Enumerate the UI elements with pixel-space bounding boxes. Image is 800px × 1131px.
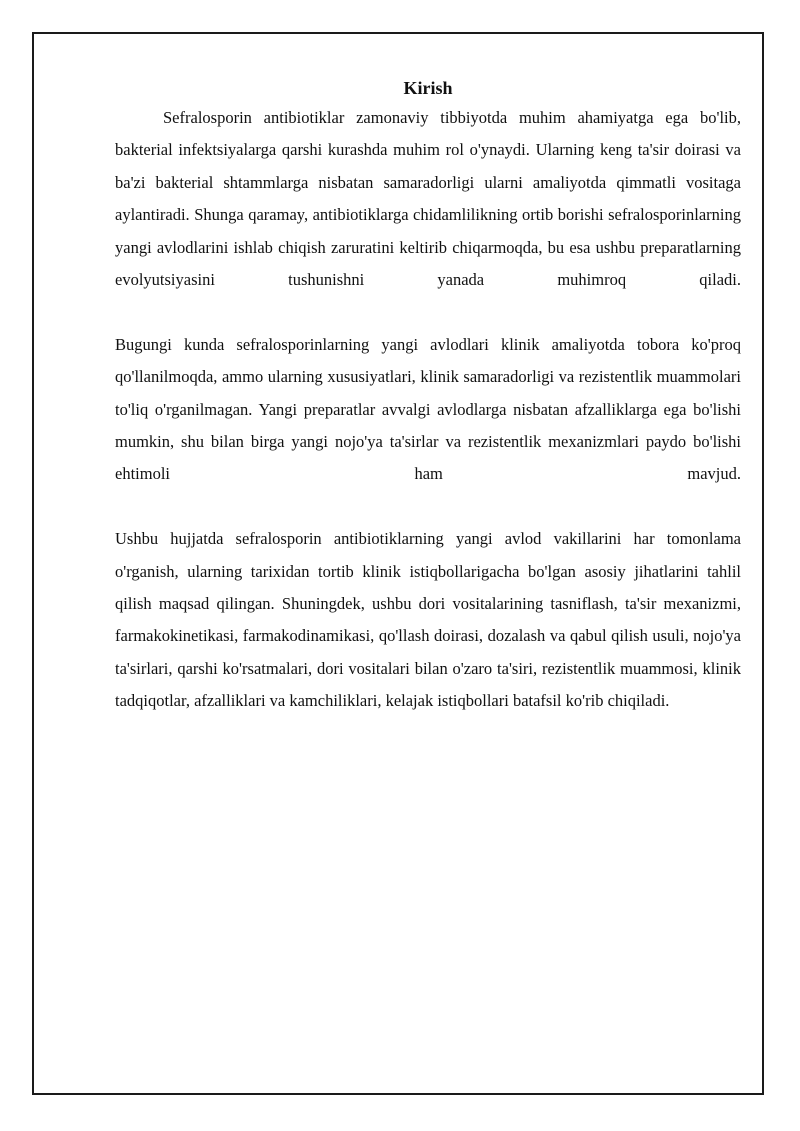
paragraph-spacer bbox=[115, 491, 741, 523]
paragraph-current-state: Bugungi kunda sefralosporinlarning yangi avlodlari klinik amaliyotda tobora ko'proq qo'llanilmoqda, ammo ularning xususiyatlari, klinik samaradorligi va rezistentlik muammolari to'liq o'rganilmagan. Yangi preparatlar avvalgi avlodlarga nisbatan afzalliklarga ega bo'lishi mumkin, shu bilan birga yangi nojo'ya ta'sirlar va rezistentlik mexanizmlari paydo bo'lishi ehtimoli ham mavjud. bbox=[115, 334, 741, 484]
paragraph-spacer bbox=[115, 296, 741, 328]
document-title: Kirish bbox=[403, 78, 453, 98]
paragraph-aim: Ushbu hujjatda sefralosporin antibiotiklarning yangi avlod vakillarini har tomonlama o'rganish, ularning tarixidan tortib klinik istiqbollarigacha bo'lgan asosiy jihatlarini tahlil qilish maqsad qilingan. Shuningdek, ushbu dori vositalarining tasniflash, ta'sir mexanizmi, farmakokinetikasi, farmakodinamikasi, qo'llash doirasi, dozalash va qabul qilish usuli, nojo'ya ta'sirlari, qarshi ko'rsatmalari, dori vositalari bilan o'zaro ta'siri, rezistentlik muammosi, klinik tadqiqotlar, afzalliklari va kamchiliklari, kelajak istiqbollari batafsil ko'rib chiqiladi. bbox=[115, 529, 741, 711]
paragraph-intro: Sefralosporin antibiotiklar zamonaviy tibbiyotda muhim ahamiyatga ega bo'lib, bakterial infektsiyalarga qarshi kurashda muhim rol o'ynaydi. Ularning keng ta'sir doirasi va ba'zi bakterial shtammlarga nisbatan samaradorligi ularni amaliyotda qimmatli vositaga aylantiradi. Shunga qaramay, antibiotiklarga chidamlilikning ortib borishi sefralosporinlarning yangi avlodlarini ishlab chiqish zaruratini keltirib chiqarmoqda, bu esa ushbu preparatlarning evolyutsiyasini tushunishni yanada muhimroq qiladi. bbox=[115, 108, 741, 290]
document-body bbox=[115, 74, 741, 718]
